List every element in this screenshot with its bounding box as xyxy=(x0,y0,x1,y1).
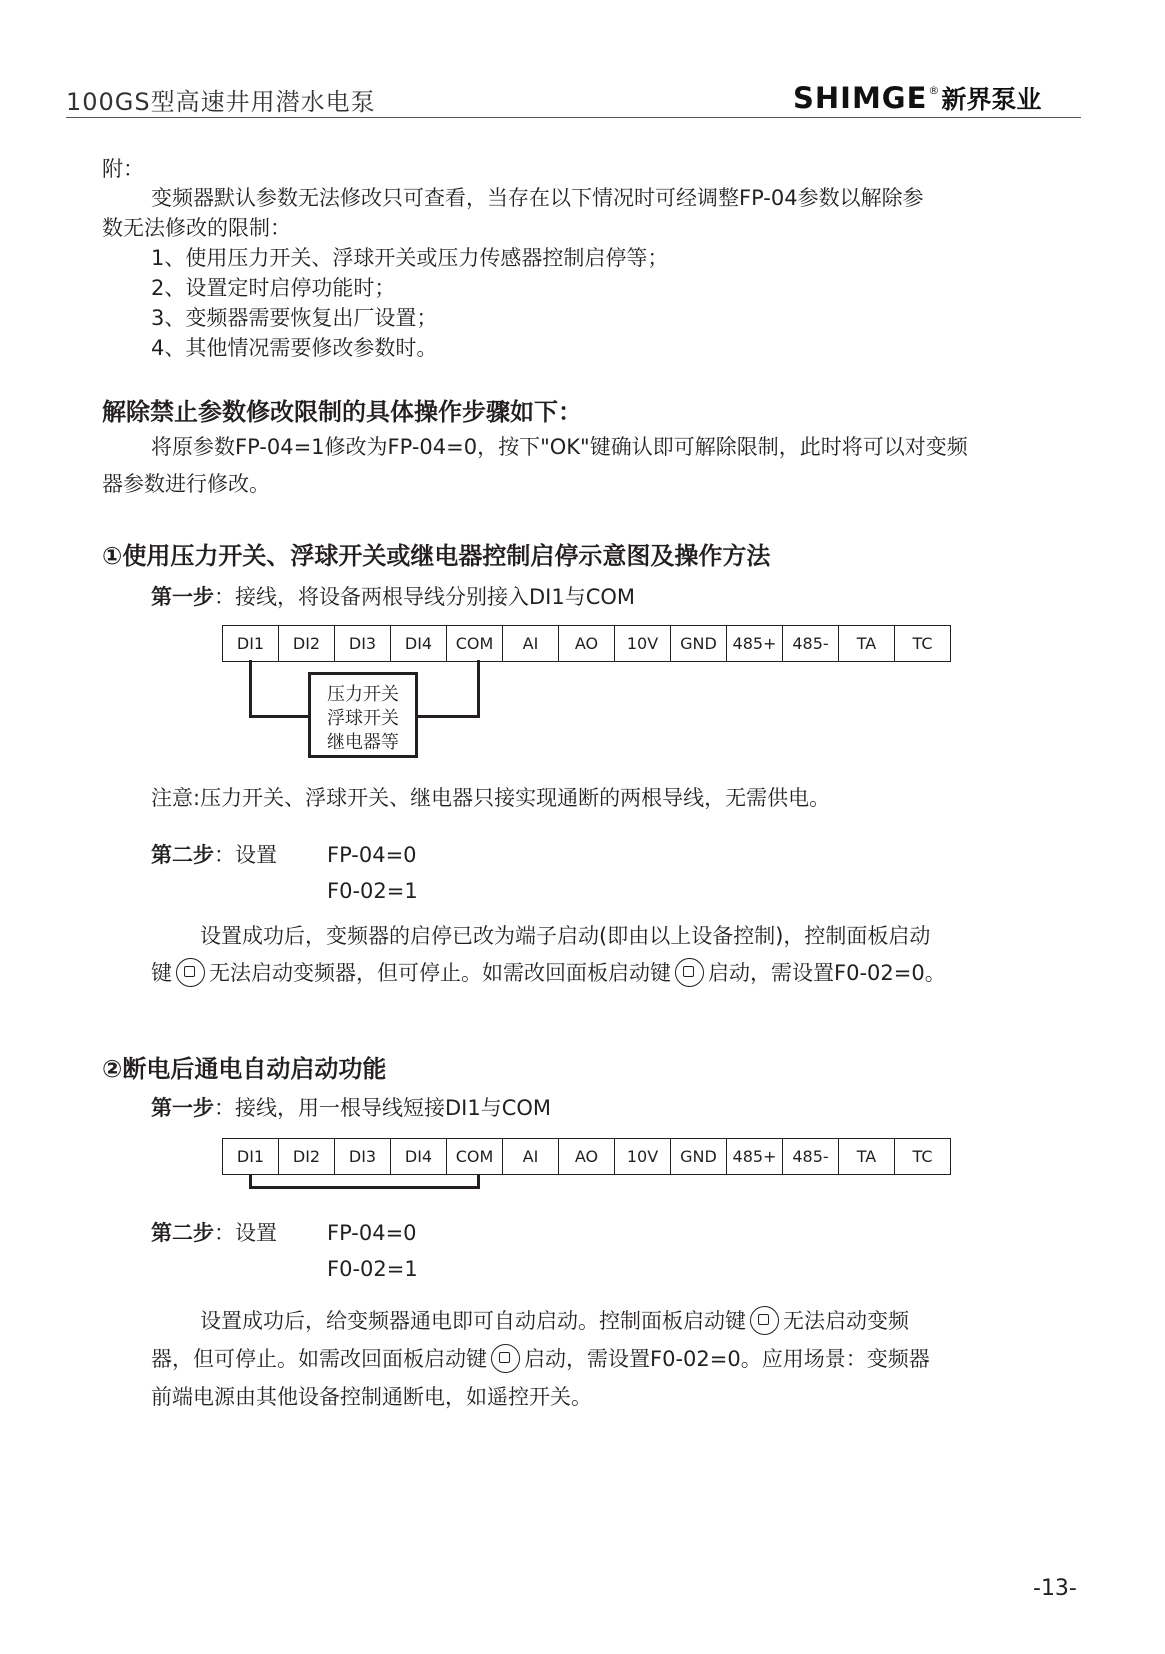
terminal-cell: AO xyxy=(559,626,615,661)
section2-result-line3: 前端电源由其他设备控制通断电，如遥控开关。 xyxy=(151,1385,592,1409)
result-text: 键 xyxy=(151,961,172,985)
switch-line: 浮球开关 xyxy=(327,708,399,729)
start-key-icon xyxy=(491,1344,520,1373)
brand-logo xyxy=(793,80,1041,116)
terminal-cell: COM xyxy=(447,1139,503,1174)
terminal-cell: GND xyxy=(671,626,727,661)
param-fp04: FP-04=0 xyxy=(327,1221,417,1245)
step1-label: 第一步 xyxy=(151,1096,214,1120)
terminal-cell: TA xyxy=(839,1139,895,1174)
switch-line: 压力开关 xyxy=(327,684,399,705)
appendix-item: 4、其他情况需要修改参数时。 xyxy=(151,336,438,360)
terminal-cell: 485+ xyxy=(727,626,783,661)
param-f002: F0-02=1 xyxy=(327,1257,418,1281)
switch-line: 继电器等 xyxy=(327,732,399,753)
terminal-cell: 10V xyxy=(615,626,671,661)
result-text: 无法启动变频 xyxy=(783,1309,909,1333)
step2-label: 第二步 xyxy=(151,843,214,867)
terminal-cell: DI4 xyxy=(391,1139,447,1174)
result-text: 器，但可停止。如需改回面板启动键 xyxy=(151,1347,487,1371)
terminal-cell: DI2 xyxy=(279,1139,335,1174)
section2-result-line2 xyxy=(151,1344,930,1375)
terminal-cell: GND xyxy=(671,1139,727,1174)
start-key-icon xyxy=(176,958,205,987)
section1-step1 xyxy=(151,582,635,612)
step2-text: ：设置 xyxy=(214,1221,277,1245)
start-key-icon xyxy=(675,958,704,987)
appendix-intro-line1: 变频器默认参数无法修改只可查看，当存在以下情况时可经调整FP-04参数以解除参 xyxy=(151,186,924,210)
appendix-intro-line2: 数无法修改的限制： xyxy=(102,216,291,240)
appendix-item: 3、变频器需要恢复出厂设置； xyxy=(151,306,438,330)
step1-text: ：接线，用一根导线短接DI1与COM xyxy=(214,1096,552,1120)
terminal-cell: DI2 xyxy=(279,626,335,661)
terminal-strip xyxy=(222,625,951,662)
appendix-label: 附： xyxy=(102,157,144,181)
registered-mark: ® xyxy=(928,84,940,97)
section1-result-line2 xyxy=(151,958,946,989)
result-text: 启动，需设置F0-02=0。 xyxy=(708,961,946,985)
brand-latin: SHIMGE xyxy=(793,81,928,115)
appendix-item: 2、设置定时启停功能时； xyxy=(151,276,396,300)
terminal-cell: COM xyxy=(447,626,503,661)
step2-label: 第二步 xyxy=(151,1221,214,1245)
section2-result-line1 xyxy=(200,1306,909,1337)
unlock-line2: 器参数进行修改。 xyxy=(102,472,270,496)
page-number: -13- xyxy=(1033,1576,1077,1601)
switch-device-box xyxy=(308,672,418,758)
terminal-cell: AO xyxy=(559,1139,615,1174)
terminal-cell: AI xyxy=(503,1139,559,1174)
brand-chinese: 新界泵业 xyxy=(941,85,1042,114)
terminal-cell: TA xyxy=(839,626,895,661)
section1-heading: ①使用压力开关、浮球开关或继电器控制启停示意图及操作方法 xyxy=(102,542,771,570)
jumper-wire-di1-com xyxy=(249,1174,480,1189)
terminal-cell: DI4 xyxy=(391,626,447,661)
terminal-cell: DI3 xyxy=(335,1139,391,1174)
section2-step2 xyxy=(151,1218,277,1248)
wire-com xyxy=(416,660,480,718)
appendix-item: 1、使用压力开关、浮球开关或压力传感器控制启停等； xyxy=(151,246,669,270)
unlock-heading: 解除禁止参数修改限制的具体操作步骤如下： xyxy=(102,398,582,426)
param-f002: F0-02=1 xyxy=(327,879,418,903)
param-fp04: FP-04=0 xyxy=(327,843,417,867)
terminal-cell: AI xyxy=(503,626,559,661)
result-text: 设置成功后，给变频器通电即可自动启动。控制面板启动键 xyxy=(200,1309,746,1333)
wiring-note: 注意:压力开关、浮球开关、继电器只接实现通断的两根导线，无需供电。 xyxy=(151,786,831,810)
header-divider xyxy=(66,117,1081,118)
section2-step1 xyxy=(151,1093,551,1123)
wire-di1 xyxy=(249,660,313,718)
step1-text: ：接线，将设备两根导线分别接入DI1与COM xyxy=(214,585,636,609)
start-key-icon xyxy=(750,1306,779,1335)
terminal-cell: DI1 xyxy=(223,1139,279,1174)
terminal-cell: 485- xyxy=(783,1139,839,1174)
step1-label: 第一步 xyxy=(151,585,214,609)
terminal-cell: TC xyxy=(912,634,933,653)
terminal-cell: TC xyxy=(912,1147,933,1166)
section2-heading: ②断电后通电自动启动功能 xyxy=(102,1055,387,1083)
terminal-cell: 485- xyxy=(783,626,839,661)
terminal-cell: DI3 xyxy=(335,626,391,661)
section1-result-line1: 设置成功后，变频器的启停已改为端子启动(即由以上设备控制)，控制面板启动 xyxy=(200,924,931,948)
result-text: 启动，需设置F0-02=0。应用场景：变频器 xyxy=(524,1347,930,1371)
terminal-cell: 10V xyxy=(615,1139,671,1174)
terminal-strip xyxy=(222,1138,951,1175)
step2-text: ：设置 xyxy=(214,843,277,867)
unlock-line1: 将原参数FP-04=1修改为FP-04=0，按下"OK"键确认即可解除限制，此时将可以对变频 xyxy=(151,435,968,459)
terminal-cell: 485+ xyxy=(727,1139,783,1174)
section1-step2 xyxy=(151,840,277,870)
terminal-cell: DI1 xyxy=(223,626,279,661)
document-title: 100GS型高速井用潜水电泵 xyxy=(66,88,376,116)
result-text: 无法启动变频器，但可停止。如需改回面板启动键 xyxy=(209,961,671,985)
